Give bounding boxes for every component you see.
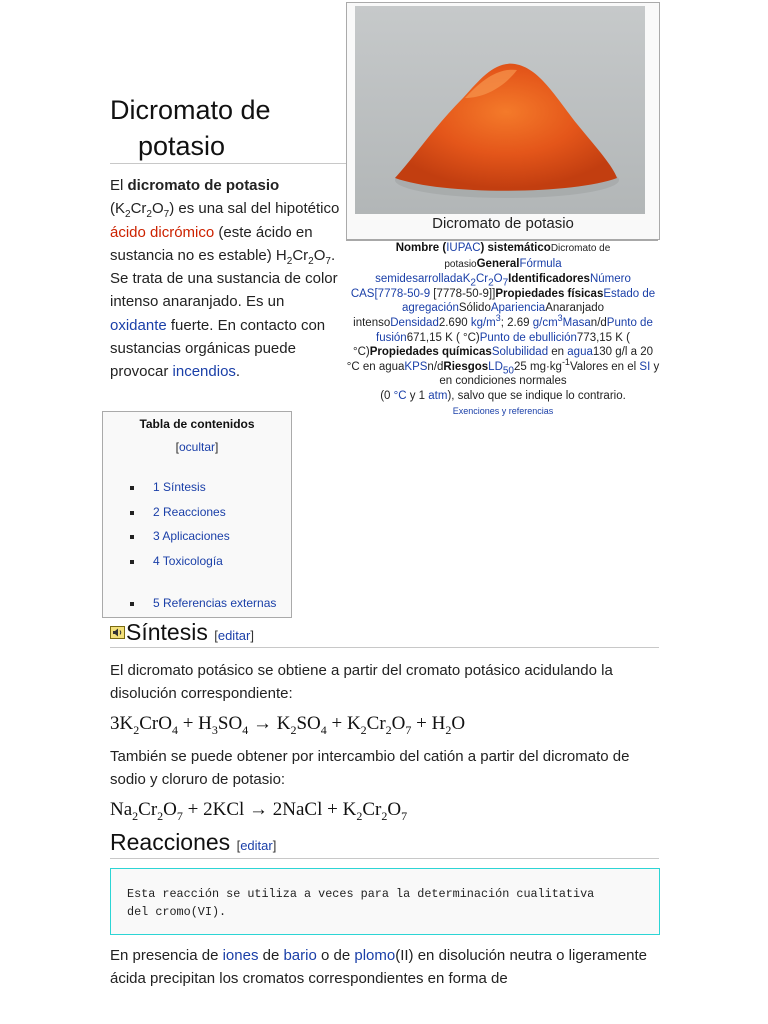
- reacciones-title: Reacciones: [110, 829, 231, 855]
- footnote-text: y 1: [406, 389, 429, 402]
- subscript: 2: [132, 808, 139, 823]
- subscript: 2: [385, 722, 392, 737]
- table-of-contents: [102, 411, 292, 618]
- subscript: 2: [146, 209, 152, 221]
- bullet: [130, 560, 134, 564]
- formula-value[interactable]: O: [493, 273, 503, 286]
- ld50-value: 25 mg·kg: [514, 360, 562, 373]
- intro-text: (este ácido en sustancia no es estable) H: [110, 223, 313, 264]
- reacciones-edit: [237, 838, 277, 853]
- eq-term: O: [391, 713, 406, 734]
- bracket: ]: [250, 628, 254, 643]
- intro-text: fuerte. En contacto con sustancias orgánicas puede provocar: [110, 316, 326, 381]
- toc-link[interactable]: 2 Reacciones: [153, 505, 226, 519]
- preformatted-box: [110, 868, 660, 935]
- subscript: 7: [502, 277, 509, 289]
- ebullicion-value: °C): [353, 346, 370, 359]
- para-text: (II) en disolución neutra o ligeramente ácida precipitan los cromatos correspondientes en forma de: [110, 947, 648, 987]
- masa-link[interactable]: Masa: [562, 316, 591, 329]
- apariencia-link[interactable]: Apariencia: [490, 302, 546, 315]
- label-riesgos: Riesgos: [443, 360, 489, 373]
- compound-photo: [355, 6, 645, 214]
- nombre-value: Dicromato de potasio: [444, 243, 611, 270]
- intro-text: O: [313, 246, 326, 264]
- eq-term: + K: [326, 713, 361, 734]
- subscript: 4: [171, 722, 178, 737]
- bracket: ]: [215, 440, 219, 454]
- toc-item-toxicologia[interactable]: [130, 554, 223, 568]
- reacciones-heading: [110, 829, 276, 856]
- eq-term: Cr: [366, 713, 386, 734]
- solubilidad-link[interactable]: Solubilidad: [491, 346, 549, 359]
- superscript: 3: [557, 313, 563, 324]
- intro-paragraph: [110, 174, 342, 384]
- solubilidad-text: en: [548, 346, 568, 359]
- kps-value: n/d: [427, 360, 444, 373]
- subscript: 2: [290, 722, 297, 737]
- eq-term: 2NaCl + K: [272, 799, 357, 820]
- subscript: 4: [242, 722, 249, 737]
- toc-title: Tabla de contenidos: [139, 417, 255, 431]
- toc-item-aplicaciones[interactable]: [130, 529, 230, 543]
- bullet: [130, 486, 134, 490]
- subscript: 50: [502, 365, 514, 377]
- eq-term: + H: [411, 713, 446, 734]
- label-fisicas: Propiedades físicas: [495, 287, 604, 300]
- intro-text: .: [235, 363, 241, 381]
- iupac-link[interactable]: IUPAC: [446, 242, 481, 254]
- eq-term: Cr: [362, 799, 382, 820]
- eq-term: Cr: [138, 799, 158, 820]
- densidad-value: 2.690: [438, 316, 471, 329]
- plomo-link[interactable]: plomo: [354, 947, 396, 964]
- toc-link[interactable]: 4 Toxicología: [153, 554, 223, 568]
- eq-term: + H: [177, 713, 212, 734]
- reacciones-divider: [110, 858, 659, 859]
- subscript: 2: [445, 722, 452, 737]
- footnote-text: Valores en el: [569, 360, 640, 373]
- equation-2: [110, 799, 407, 821]
- intro-text: O: [151, 200, 164, 218]
- eq-term: SO: [296, 713, 321, 734]
- para-text: En presencia de: [110, 947, 223, 964]
- bracket: ]: [272, 838, 277, 853]
- eq-term: + 2KCl: [182, 799, 245, 820]
- label-general: General: [476, 257, 520, 270]
- subscript: 7: [325, 255, 331, 267]
- eq-term: O: [163, 799, 177, 820]
- eq-term: SO: [217, 713, 243, 734]
- bullet: [130, 535, 134, 539]
- subscript: 2: [133, 722, 140, 737]
- sintesis-divider: [110, 647, 659, 648]
- bracket: [: [236, 838, 241, 853]
- celsius-link[interactable]: °C: [393, 389, 407, 402]
- equation-1: [110, 713, 465, 735]
- intro-text: El: [110, 177, 128, 194]
- agua-link[interactable]: agua: [567, 346, 593, 359]
- subscript: 3: [211, 722, 218, 737]
- bullet: [130, 602, 134, 606]
- subscript: 2: [308, 255, 314, 267]
- reacciones-edit-link[interactable]: editar: [240, 838, 273, 853]
- footnote-text: (0: [380, 389, 394, 402]
- title-line-2: potasio: [138, 131, 226, 161]
- superscript: 3: [495, 313, 501, 324]
- subscript: 7: [176, 808, 183, 823]
- cas-link[interactable]: Número CAS: [350, 273, 631, 300]
- subscript: 2: [381, 808, 388, 823]
- audio-speaker-icon[interactable]: [110, 626, 125, 639]
- fusion-value: °C): [459, 331, 480, 344]
- ld50-link[interactable]: LD: [488, 360, 503, 373]
- toc-toggle: [103, 440, 291, 454]
- intro-text: (K: [110, 200, 125, 218]
- subscript: 7: [401, 808, 408, 823]
- exenciones-link[interactable]: Exenciones y referencias: [452, 405, 554, 416]
- sintesis-title: Síntesis: [126, 619, 208, 645]
- ebullicion-link[interactable]: Punto de ebullición: [479, 331, 577, 344]
- page-title: [110, 92, 346, 164]
- kgm3-link[interactable]: kg/m: [470, 316, 496, 329]
- preformatted-text: Esta reacción se utiliza a veces para la determinación cualitativa del cromo(VI).: [127, 887, 595, 919]
- masa-value: n/d: [590, 316, 607, 329]
- cas-value: [7778-50-9]]: [430, 287, 496, 300]
- gcm3-link[interactable]: g/cm: [532, 316, 558, 329]
- subscript: 2: [360, 722, 367, 737]
- kps-link[interactable]: KPS: [404, 360, 428, 373]
- atm-link[interactable]: atm: [428, 389, 448, 402]
- oxidante-link[interactable]: oxidante: [110, 316, 167, 334]
- intro-text: Cr: [292, 246, 309, 264]
- formula-link[interactable]: Fórmula semidesarrollada: [375, 257, 562, 286]
- sintesis-edit-link[interactable]: editar: [217, 628, 251, 643]
- subscript: 2: [157, 808, 164, 823]
- estado-value: Sólido: [458, 302, 491, 315]
- reaction-arrow: →: [248, 713, 277, 734]
- subscript: 2: [470, 277, 476, 289]
- fusion-value: 671,15 K (: [406, 331, 460, 344]
- toc-hide-link[interactable]: ocultar: [178, 440, 216, 454]
- superscript: -1: [561, 356, 570, 367]
- acido-dicromico-link[interactable]: ácido dicrómico: [110, 223, 215, 241]
- subscript: 2: [125, 209, 131, 221]
- incendios-link[interactable]: incendios: [172, 363, 236, 381]
- orange-powder-image: [355, 6, 645, 214]
- para-text: de: [258, 947, 284, 964]
- subscript: 4: [320, 722, 327, 737]
- eq-term: O: [387, 799, 402, 820]
- iones-link[interactable]: iones: [222, 947, 259, 964]
- formula-value[interactable]: Cr: [475, 273, 489, 286]
- si-link[interactable]: SI: [639, 360, 651, 373]
- ebullicion-value: 773,15 K (: [576, 331, 630, 344]
- eq-term: O: [451, 713, 466, 734]
- subscript: 2: [286, 255, 293, 267]
- formula-value[interactable]: K: [462, 273, 471, 286]
- toc-item-sintesis[interactable]: [130, 480, 206, 494]
- infobox-caption: Dicromato de potasio: [432, 215, 574, 232]
- sintesis-paragraph-1: El dicromato potásico se obtiene a partir del cromato potásico acidulando la disolución correspondiente:: [110, 662, 613, 702]
- densidad-link[interactable]: Densidad: [390, 316, 439, 329]
- eq-term: Na: [110, 799, 133, 820]
- title-line-1: Dicromato de: [110, 95, 271, 125]
- subscript: 7: [405, 722, 412, 737]
- label-quimicas: Propiedades químicas: [369, 346, 492, 359]
- footnote-text: ), salvo que se indique lo contrario.: [447, 389, 626, 402]
- densidad-value: ; 2.69: [500, 316, 533, 329]
- estado-link[interactable]: Estado de agregación: [401, 287, 656, 315]
- intro-text: Cr: [130, 200, 147, 218]
- label-nombre: Nombre (: [395, 242, 447, 254]
- toc-item-reacciones[interactable]: [130, 505, 226, 519]
- toc-item-referencias[interactable]: [130, 596, 276, 610]
- label-sistematico: ) sistemático: [480, 242, 551, 254]
- para-text: o de: [316, 947, 355, 964]
- eq-term: 3K: [110, 713, 134, 734]
- sintesis-heading: [110, 619, 254, 646]
- subscript: 2: [488, 277, 494, 289]
- footnote-text: y en condiciones normales: [439, 360, 660, 388]
- bracket: [: [214, 628, 218, 643]
- apariencia-value: Anaranjado intenso: [353, 302, 605, 329]
- title-divider: [110, 163, 346, 164]
- bario-link[interactable]: bario: [283, 947, 317, 964]
- reacciones-paragraph: [110, 944, 660, 990]
- cas-value-link[interactable]: [7778-50-9: [374, 287, 431, 300]
- fusion-link[interactable]: Punto de fusión: [376, 316, 653, 344]
- subscript: 2: [356, 808, 363, 823]
- toc-link[interactable]: 1 Síntesis: [153, 480, 206, 494]
- solubilidad-value: 130 g/l a 20 °C en agua: [346, 346, 653, 373]
- sintesis-edit: [214, 628, 254, 643]
- intro-bold-term: dicromato de potasio: [127, 177, 280, 194]
- subscript: 7: [163, 209, 170, 221]
- eq-term: CrO: [139, 713, 172, 734]
- bullet: [130, 511, 134, 515]
- reaction-arrow: →: [244, 799, 273, 820]
- eq-term: K: [276, 713, 291, 734]
- toc-link[interactable]: 5 Referencias externas: [153, 596, 277, 610]
- bracket: [: [175, 440, 179, 454]
- toc-link[interactable]: 3 Aplicaciones: [153, 529, 230, 543]
- infobox-data: [346, 241, 660, 418]
- intro-text: ) es una sal del hipotético: [169, 200, 340, 218]
- sintesis-paragraph-2: También se puede obtener por intercambio del catión a partir del dicromato de sodio y cloruro de potasio:: [110, 748, 630, 788]
- intro-text: . Se trata de una sustancia de color intenso anaranjado. Es un: [110, 246, 338, 311]
- label-identificadores: Identificadores: [508, 273, 590, 286]
